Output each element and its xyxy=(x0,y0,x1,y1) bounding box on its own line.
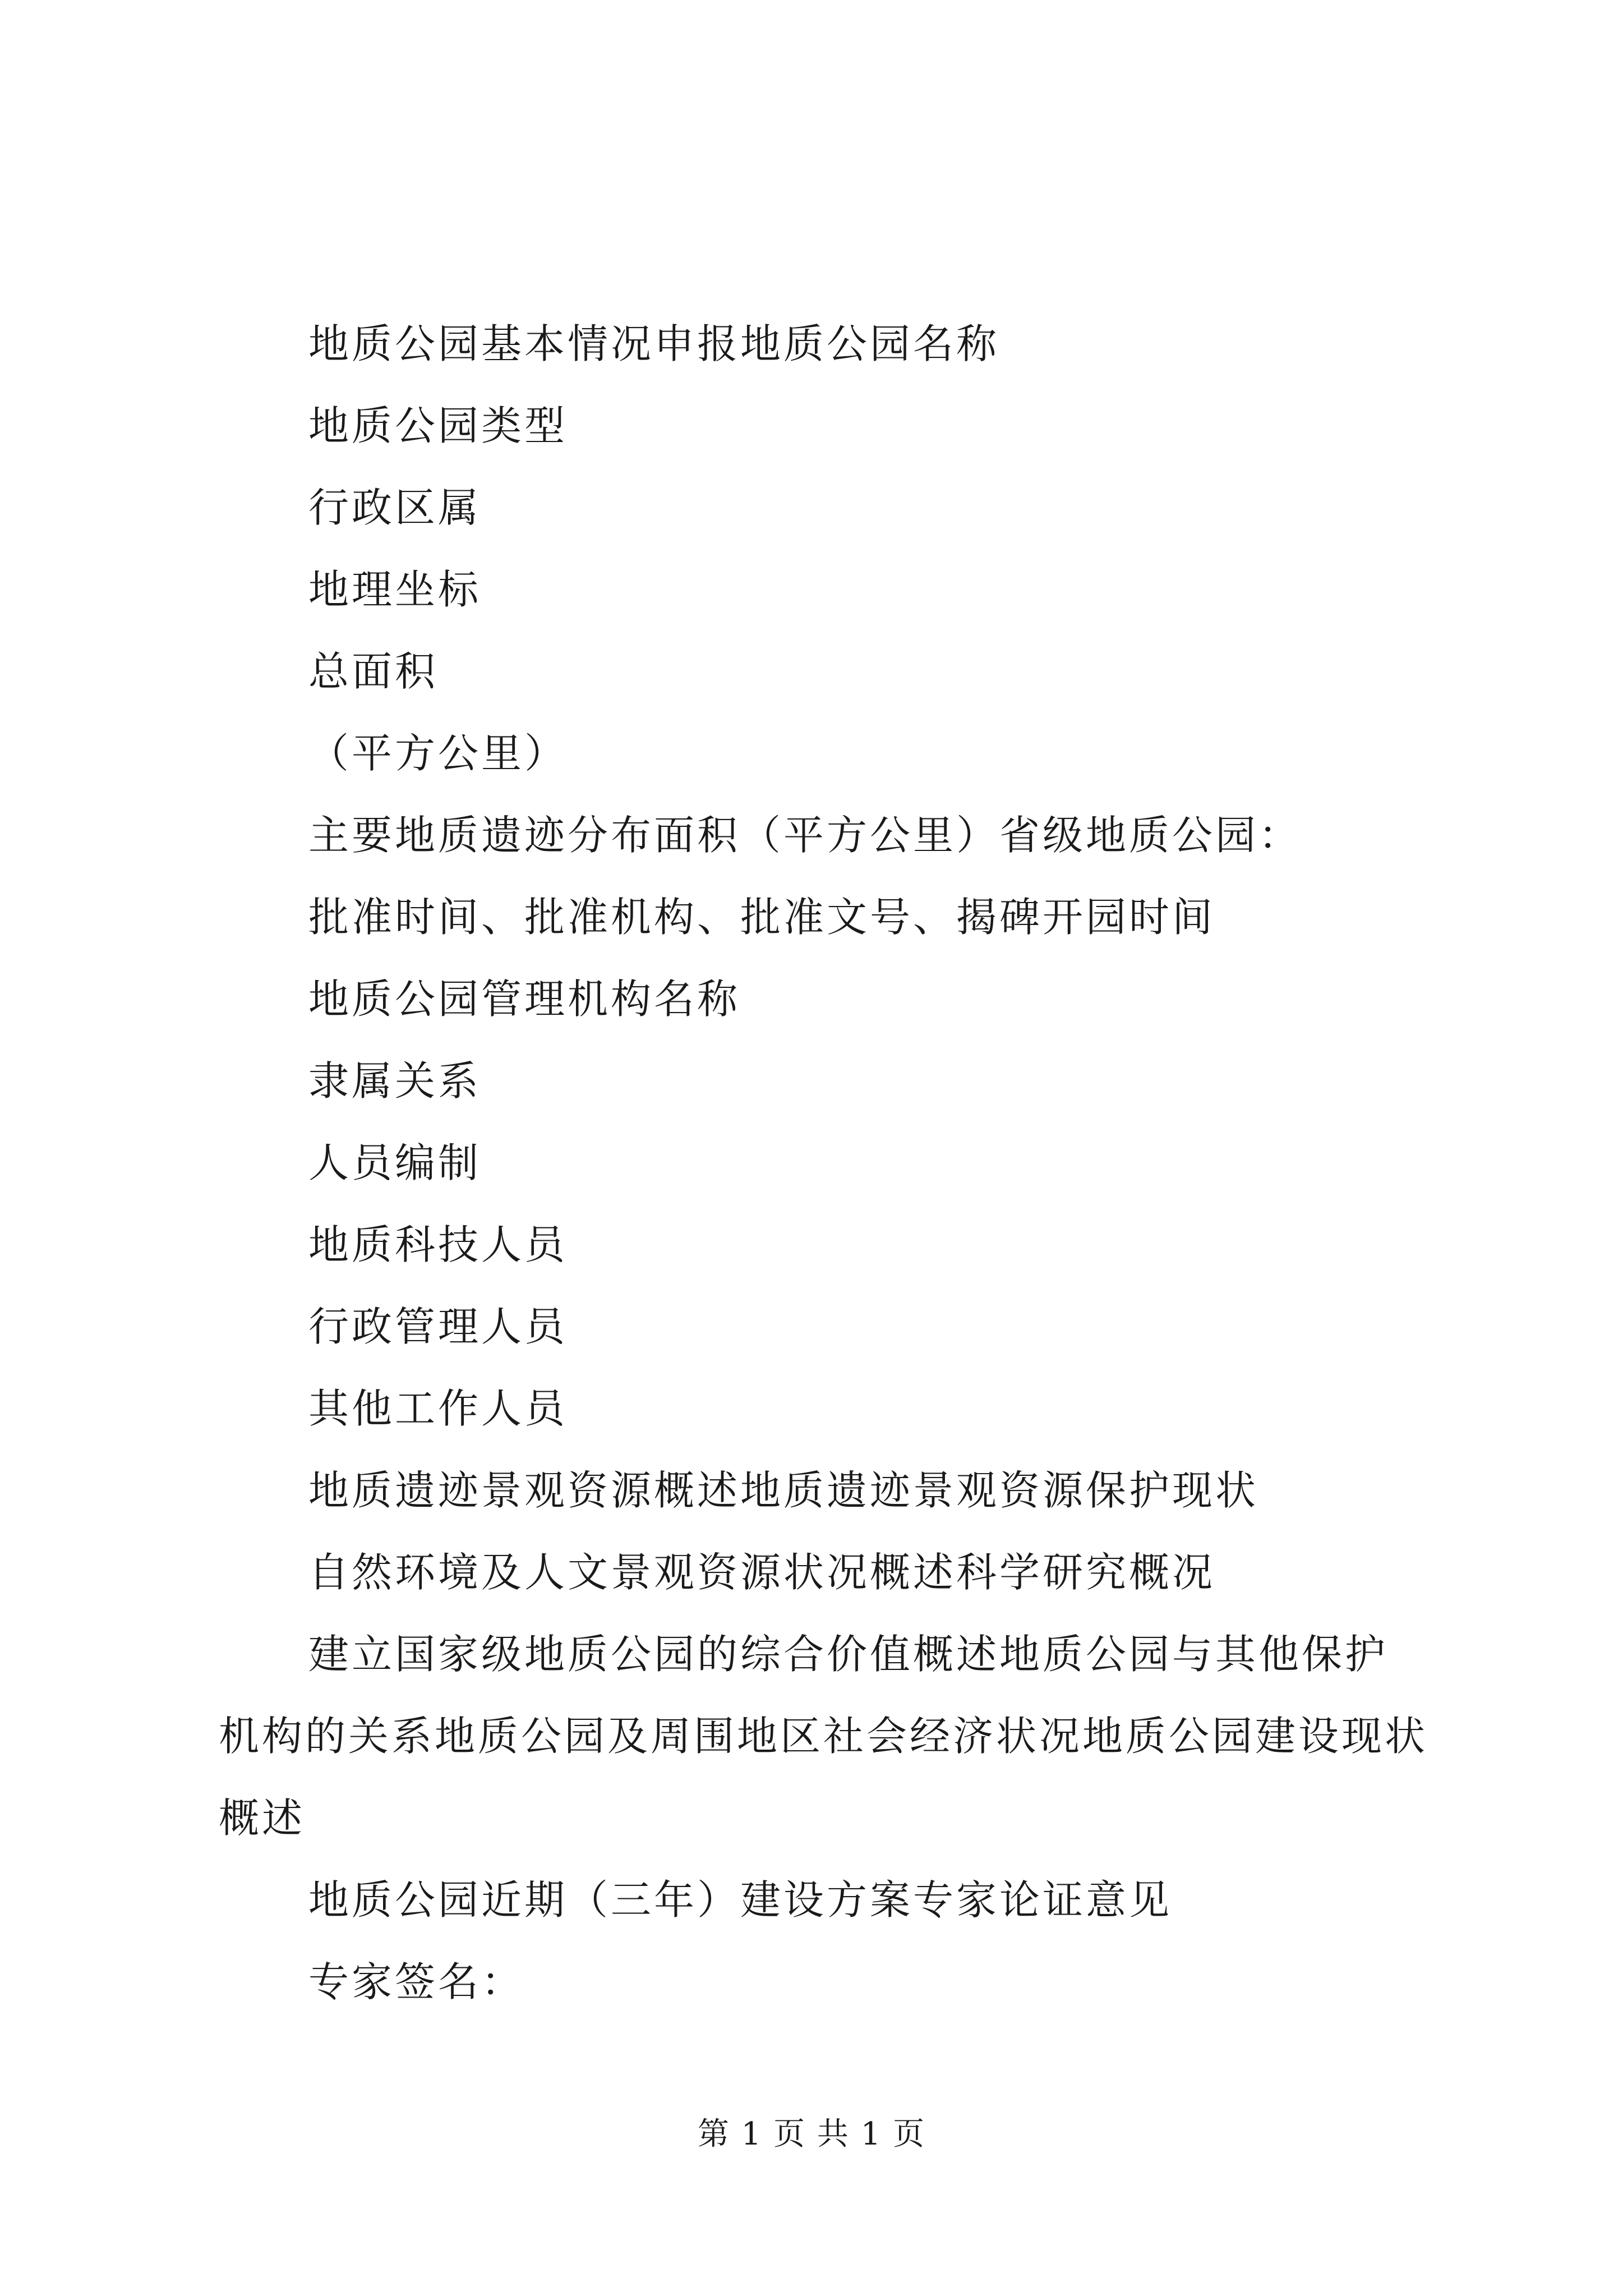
paragraph: 总面积 xyxy=(308,648,439,695)
paragraph: 自然环境及人文景观资源状况概述科学研究概况 xyxy=(308,1549,1216,1596)
paragraph: 行政区属 xyxy=(308,484,482,531)
paragraph: 地质公园近期（三年）建设方案专家论证意见 xyxy=(308,1876,1173,1924)
paragraph: 其他工作人员 xyxy=(308,1385,568,1432)
paragraph: 地质遗迹景观资源概述地质遗迹景观资源保护现状 xyxy=(308,1467,1259,1514)
paragraph: 地质公园管理机构名称 xyxy=(308,976,741,1023)
paragraph: 人员编制 xyxy=(308,1139,482,1186)
paragraph: （平方公里） xyxy=(308,730,568,777)
paragraph: 地质公园基本情况申报地质公园名称 xyxy=(308,320,1000,367)
paragraph: 地质科技人员 xyxy=(308,1221,568,1268)
paragraph: 地质公园类型 xyxy=(308,402,568,449)
paragraph: 建立国家级地质公园的综合价值概述地质公园与其他保护机构的关系地质公园及周围地区社会经济状况地质公园建设现状概述 xyxy=(219,1631,1428,1842)
paragraph: 主要地质遗迹分布面积（平方公里）省级地质公园： xyxy=(308,812,1302,859)
paragraph: 专家签名： xyxy=(308,1958,525,2005)
document-body xyxy=(219,303,1430,2023)
page-footer: 第 1 页 共 1 页 xyxy=(697,2116,926,2152)
paragraph: 批准时间、批准机构、批准文号、揭碑开园时间 xyxy=(308,894,1216,941)
paragraph: 隶属关系 xyxy=(308,1057,482,1105)
paragraph: 地理坐标 xyxy=(308,566,482,613)
paragraph: 行政管理人员 xyxy=(308,1303,568,1350)
